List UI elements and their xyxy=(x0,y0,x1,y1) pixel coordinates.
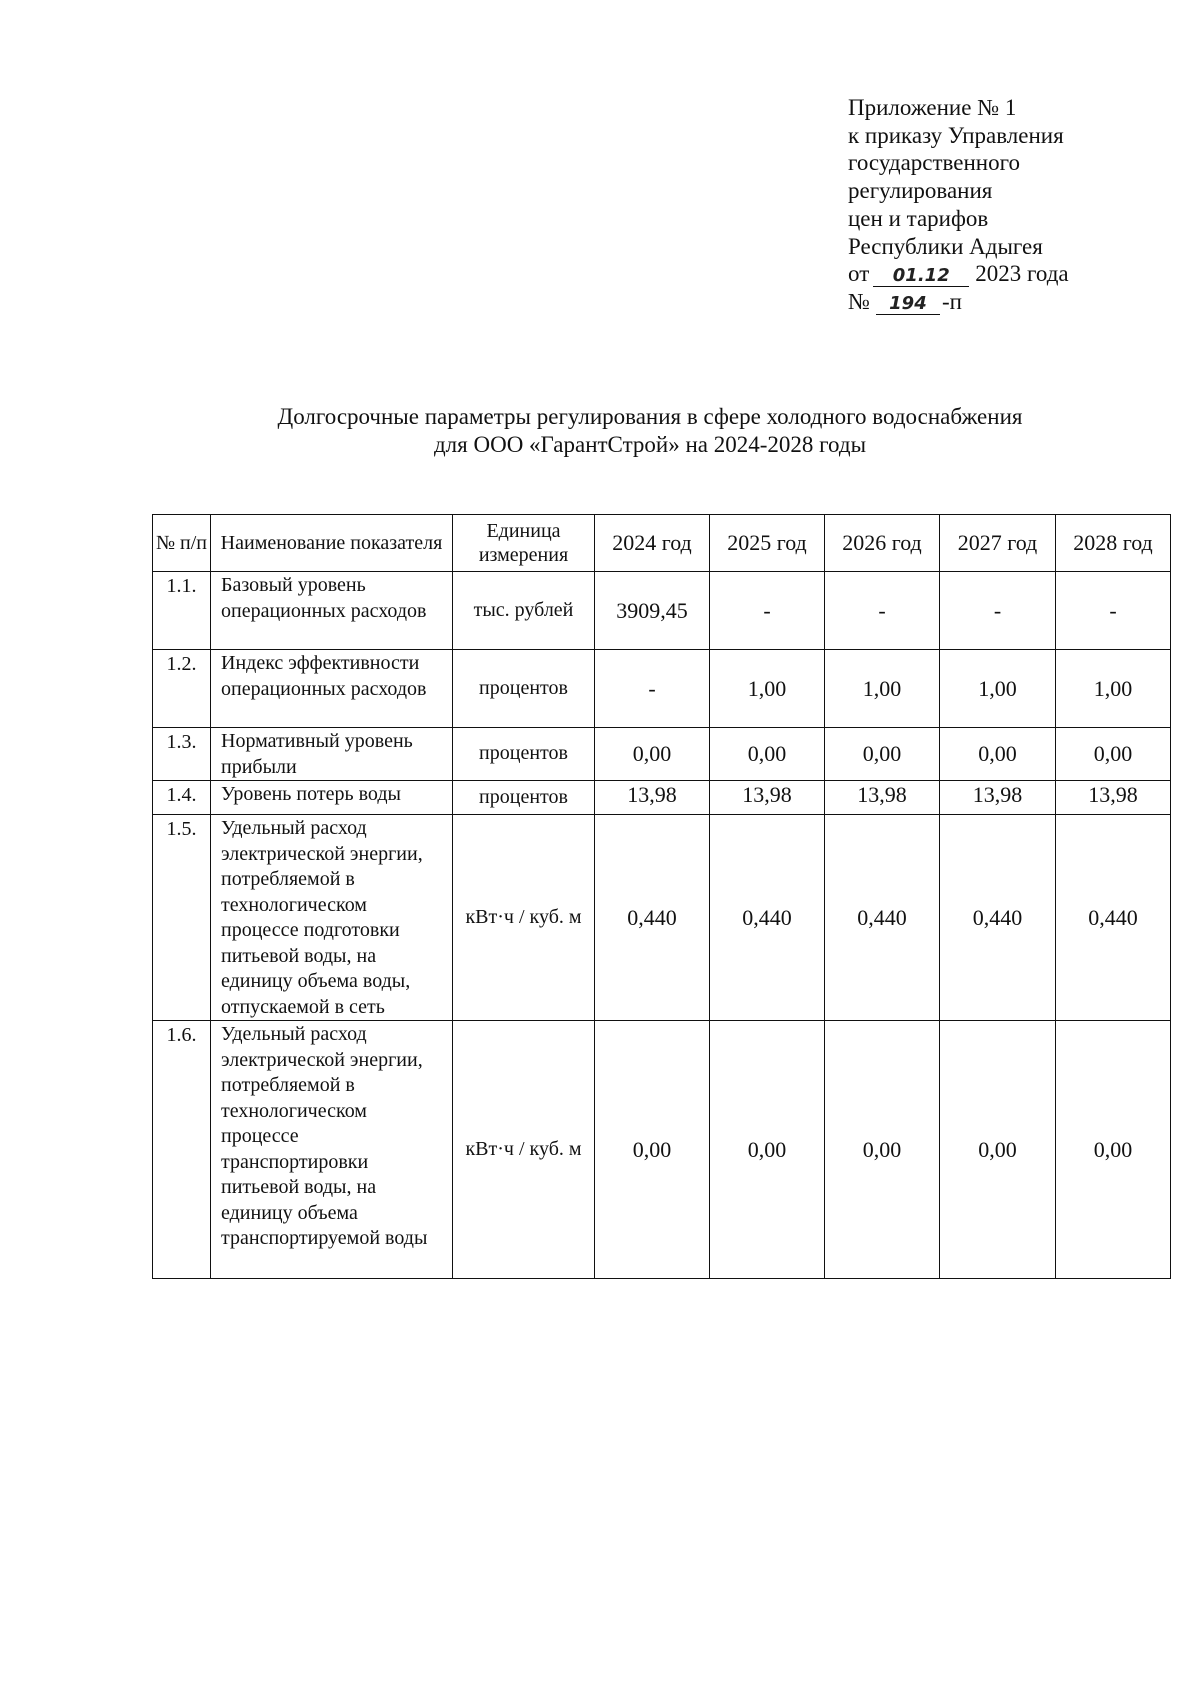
header-year: 2028 год xyxy=(1056,515,1171,572)
value-cell: 1,00 xyxy=(1056,650,1171,728)
value-cell: 0,00 xyxy=(710,1021,825,1279)
appendix-line: цен и тарифов xyxy=(848,205,989,231)
value-cell: 1,00 xyxy=(825,650,940,728)
title-line: Долгосрочные параметры регулирования в сфере холодного водоснабжения xyxy=(277,404,1023,429)
header-row xyxy=(153,515,1171,572)
header-unit: Единица измерения xyxy=(453,515,595,572)
unit-cell: тыс. рублей xyxy=(453,572,595,650)
row-number: 1.5. xyxy=(153,815,211,1021)
value-cell: 0,440 xyxy=(940,815,1056,1021)
row-number: 1.4. xyxy=(153,781,211,815)
indicator-name: Удельный расход электрической энергии, потребляемой в технологическом процессе подготовки питьевой воды, на единицу объема воды, отпускаемой в сеть xyxy=(211,815,453,1021)
header-num: № п/п xyxy=(153,515,211,572)
value-cell: 0,00 xyxy=(940,1021,1056,1279)
table-row xyxy=(153,728,1171,781)
header-year: 2025 год xyxy=(710,515,825,572)
value-cell: 0,00 xyxy=(710,728,825,781)
value-cell: 13,98 xyxy=(940,781,1056,815)
unit-cell: процентов xyxy=(453,781,595,815)
unit-cell: кВт·ч / куб. м xyxy=(453,1021,595,1279)
value-cell: 0,00 xyxy=(1056,1021,1171,1279)
unit-cell: кВт·ч / куб. м xyxy=(453,815,595,1021)
value-cell: 0,00 xyxy=(1056,728,1171,781)
value-cell: 0,440 xyxy=(710,815,825,1021)
date-prefix: от xyxy=(848,261,870,287)
value-cell: 1,00 xyxy=(940,650,1056,728)
value-cell: 1,00 xyxy=(710,650,825,728)
header-year: 2026 год xyxy=(825,515,940,572)
table-row xyxy=(153,572,1171,650)
parameters-table xyxy=(152,514,1171,1279)
row-number: 1.1. xyxy=(153,572,211,650)
document-title xyxy=(150,403,1150,459)
value-cell: - xyxy=(940,572,1056,650)
value-cell: - xyxy=(1056,572,1171,650)
appendix-line: государственного xyxy=(848,150,1020,176)
row-number: 1.3. xyxy=(153,728,211,781)
header-year: 2027 год xyxy=(940,515,1056,572)
handwritten-date: 01.12 xyxy=(873,266,969,287)
appendix-block xyxy=(848,94,1148,316)
table-row xyxy=(153,815,1171,1021)
value-cell: 13,98 xyxy=(1056,781,1171,815)
handwritten-number: 194 xyxy=(876,294,940,315)
appendix-line: Республики Адыгея xyxy=(848,233,1043,259)
unit-cell: процентов xyxy=(453,728,595,781)
indicator-name: Нормативный уровень прибыли xyxy=(211,728,453,781)
date-suffix: 2023 года xyxy=(975,261,1069,287)
indicator-name: Индекс эффективности операционных расходов xyxy=(211,650,453,728)
appendix-line: к приказу Управления xyxy=(848,122,1064,148)
value-cell: 13,98 xyxy=(710,781,825,815)
title-line: для ООО «ГарантСтрой» на 2024-2028 годы xyxy=(433,432,867,457)
table-row xyxy=(153,781,1171,815)
value-cell: 13,98 xyxy=(595,781,710,815)
table-row xyxy=(153,1021,1171,1279)
indicator-name: Базовый уровень операционных расходов xyxy=(211,572,453,650)
table-row xyxy=(153,650,1171,728)
unit-cell: процентов xyxy=(453,650,595,728)
header-name: Наименование показателя xyxy=(211,515,453,572)
number-prefix: № xyxy=(848,288,870,314)
value-cell: 0,00 xyxy=(940,728,1056,781)
header-year: 2024 год xyxy=(595,515,710,572)
value-cell: 13,98 xyxy=(825,781,940,815)
value-cell: 0,00 xyxy=(595,728,710,781)
appendix-title: Приложение № 1 xyxy=(848,95,1017,120)
value-cell: - xyxy=(710,572,825,650)
value-cell: 0,00 xyxy=(825,1021,940,1279)
order-number-line xyxy=(848,288,1148,316)
indicator-name: Удельный расход электрической энергии, потребляемой в технологическом процессе транспортировки питьевой воды, на единицу объема транспортируемой воды xyxy=(211,1021,453,1279)
number-suffix: -п xyxy=(941,288,962,314)
value-cell: 0,440 xyxy=(595,815,710,1021)
value-cell: 0,00 xyxy=(595,1021,710,1279)
value-cell: 3909,45 xyxy=(595,572,710,650)
appendix-line: регулирования xyxy=(848,178,993,204)
indicator-name: Уровень потерь воды xyxy=(211,781,453,815)
value-cell: 0,440 xyxy=(1056,815,1171,1021)
value-cell: 0,00 xyxy=(825,728,940,781)
row-number: 1.6. xyxy=(153,1021,211,1279)
value-cell: - xyxy=(825,572,940,650)
value-cell: 0,440 xyxy=(825,815,940,1021)
order-date-line xyxy=(848,260,1148,288)
value-cell: - xyxy=(595,650,710,728)
row-number: 1.2. xyxy=(153,650,211,728)
